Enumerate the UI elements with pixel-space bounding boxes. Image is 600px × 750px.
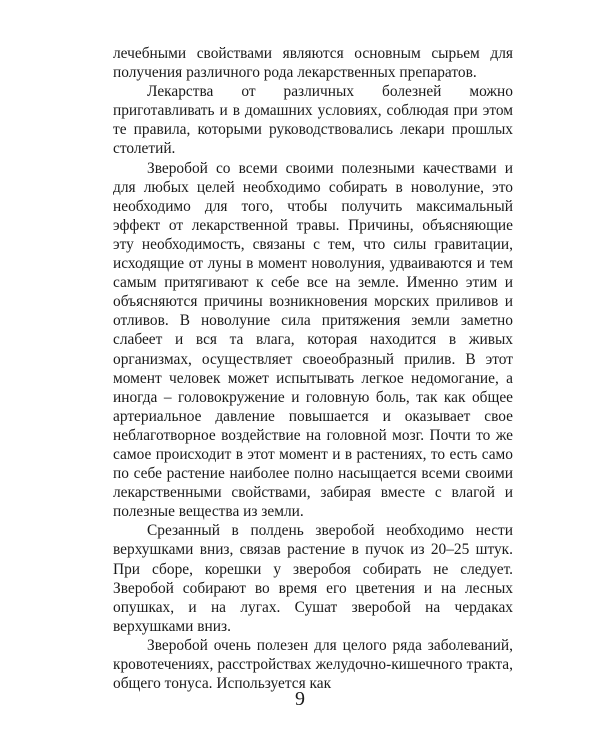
paragraph-4: Срезанный в полдень зверобой необходимо нести верхушками вниз, связав растение в пучок из 20–25 штук. При сборе, корешки у зверобоя собирать не следует. Зверобой собирают во время его цветения и на лесных опушках, и на лугах. Сушат зверобой на чердаках верхушками вниз. bbox=[113, 522, 513, 635]
paragraph-5: Зверобой очень полезен для целого ряда заболеваний, кровотечениях, расстройствах желудочно-кишечного тракта, общего тонуса. Используется как bbox=[113, 636, 513, 693]
page-number: 9 bbox=[295, 688, 305, 710]
paragraph-2: Лекарства от различных болезней можно приготавливать и в домашних условиях, соблюдая при этом те правила, которыми руководствовались лекари прошлых столетий. bbox=[113, 83, 513, 158]
paragraph-3: Зверобой со всеми своими полезными качествами и для любых целей необходимо собирать в новолуние, это необходимо для того, чтобы получить максимальный эффект от лекарственной травы. Причины, объясняющие эту необходимость, связаны с тем, что силы гравитации, исходящие от луны в момент новолуния, удваиваются и тем самым притягивают к себе все на земле. Именно этим и объясняются причины возникновения морских приливов и отливов. В новолуние сила притяжения земли заметно слабеет и вся та влага, которая находится в живых организмах, осуществляет своеобразный прилив. В этот момент человек может испытывать легкое недомогание, а иногда – головокружение и головную боль, так как общее артериальное давление повышается и оказывает свое неблаготворное воздействие на головной мозг. Почти то же самое происходит в этот момент и в растениях, то есть само по себе растение наиболее полно насыщается всеми своими лекарственными свойствами, забирая вместе с влагой и полезные вещества из земли. bbox=[113, 159, 513, 521]
body-text bbox=[113, 44, 513, 693]
paragraph-1: лечебными свойствами являются основным сырьем для получения различного рода лекарственных препаратов. bbox=[113, 45, 513, 82]
